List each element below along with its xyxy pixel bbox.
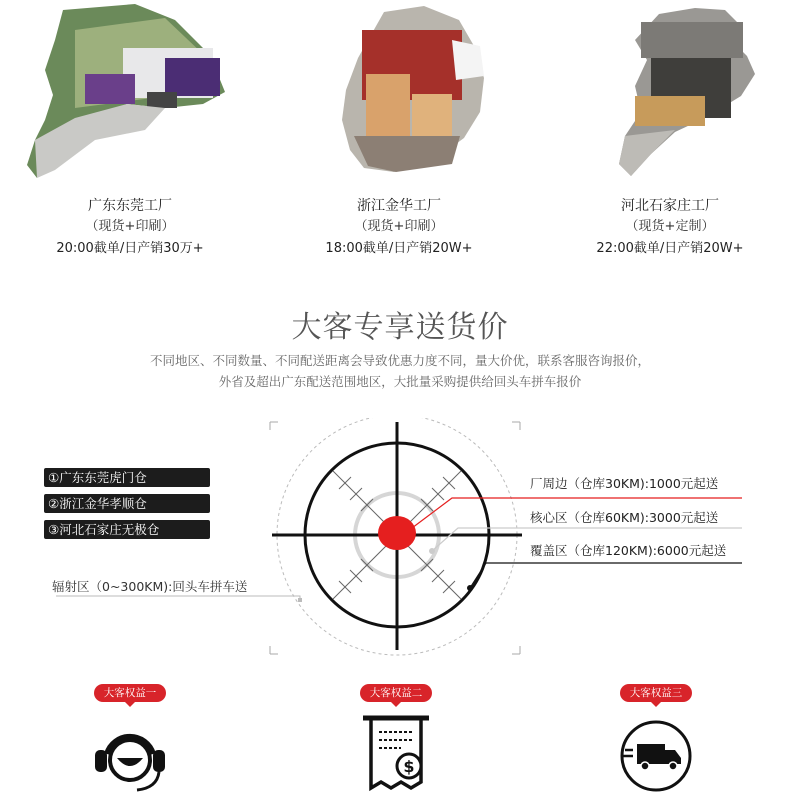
factory-photo-guangdong <box>15 0 245 190</box>
factory-hebei <box>555 0 785 260</box>
factory-guangdong <box>15 0 245 260</box>
factory-capacity: 20:00截单/日产销30万+ <box>56 241 204 256</box>
section-headline: 大客专享送货价 <box>291 310 509 345</box>
description-line-2: 外省及超出广东配送范围地区，大批量采购提供给回头车拼车报价 <box>218 374 582 389</box>
zone-coverage: 覆盖区（仓库120KM):6000元起送 <box>530 543 727 558</box>
factory-name: 浙江金华工厂 <box>357 198 441 214</box>
factory-type: （现货+印刷） <box>354 219 444 234</box>
warehouse-label-jinhua: ②浙江金华孝顺仓 <box>44 494 210 513</box>
zone-radiate: 辐射区（0~300KM):回头车拼车送 <box>52 579 248 594</box>
factory-name: 广东东莞工厂 <box>88 198 172 214</box>
warehouse-label-dongguan: ①广东东莞虎门仓 <box>44 468 210 487</box>
factory-type: （现货+定制） <box>625 219 715 234</box>
factory-photo-hebei <box>555 0 785 190</box>
svg-text:$: $ <box>403 757 415 776</box>
factory-capacity: 18:00截单/日产销20W+ <box>325 241 473 256</box>
benefit-three <box>566 681 746 794</box>
factory-photo-zhejiang <box>284 0 514 190</box>
receipt-dollar-icon <box>351 714 441 794</box>
factory-type: （现货+印刷） <box>85 219 175 234</box>
factory-zhejiang <box>284 0 514 260</box>
benefit-one <box>40 681 220 794</box>
benefit-two <box>306 681 486 794</box>
factory-name: 河北石家庄工厂 <box>621 198 719 214</box>
zone-core: 核心区（仓库60KM):3000元起送 <box>530 510 719 525</box>
benefit-badge: 大客权益一 <box>94 684 167 702</box>
benefit-badge: 大客权益二 <box>360 684 433 702</box>
description-line-1: 不同地区、不同数量、不同配送距离会导致优惠力度不同，量大价优，联系客服咨询报价， <box>149 353 650 368</box>
factory-capacity: 22:00截单/日产销20W+ <box>596 241 744 256</box>
zone-factory-surrounding: 厂周边（仓库30KM):1000元起送 <box>530 476 719 491</box>
leader-line-radiate <box>56 596 300 602</box>
warehouse-label-shijiazhuang: ③河北石家庄无极仓 <box>44 520 210 539</box>
factory-center-dot <box>378 516 416 550</box>
delivery-truck-icon <box>611 714 701 794</box>
leader-line-coverage <box>470 563 742 588</box>
headset-smile-icon <box>85 714 175 794</box>
benefit-badge: 大客权益三 <box>620 684 693 702</box>
